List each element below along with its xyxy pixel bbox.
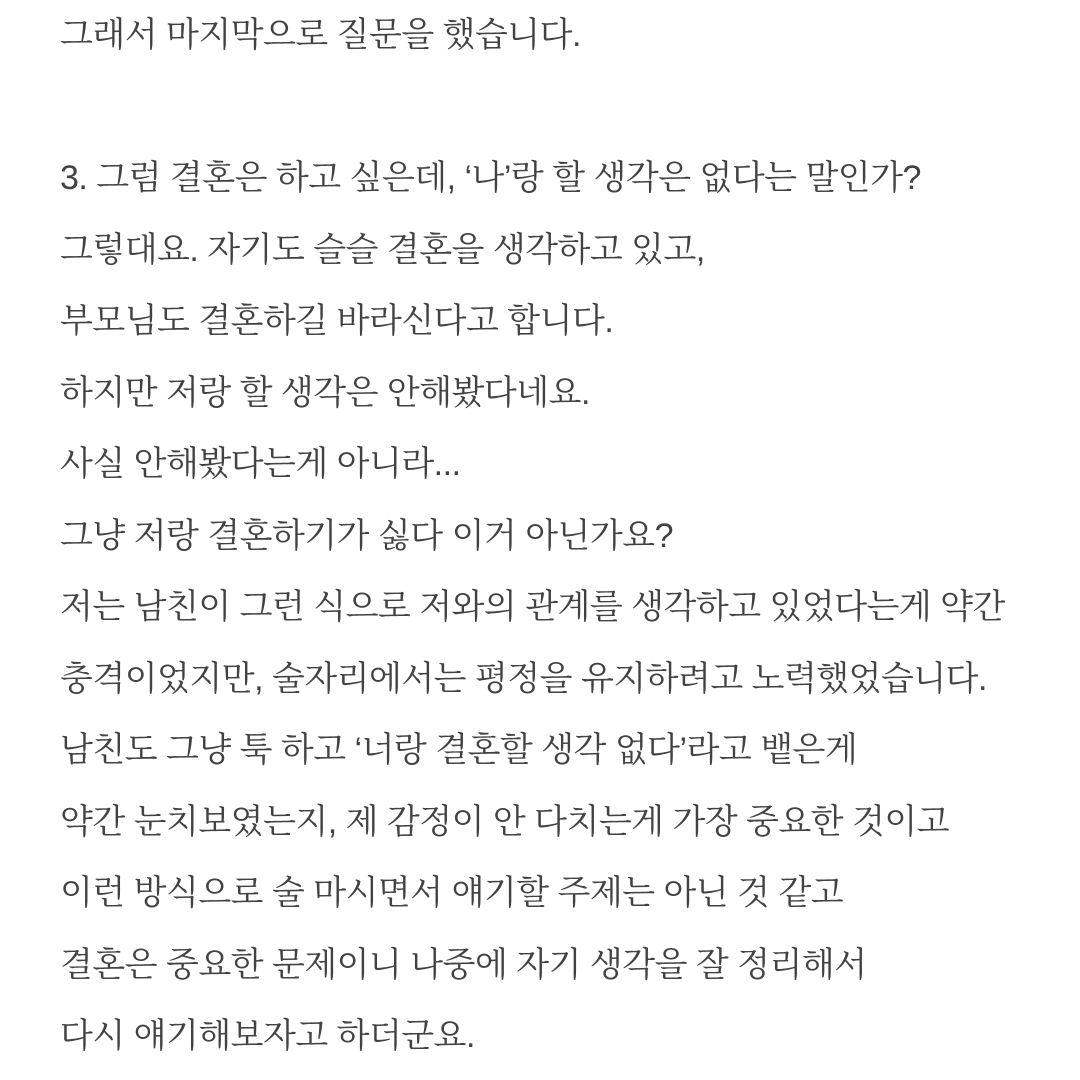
- text-line: 그렇대요. 자기도 슬슬 결혼을 생각하고 있고,: [60, 230, 705, 269]
- text-line: 다시 얘기해보자고 하더군요.: [60, 1017, 475, 1055]
- text-line: 이런 방식으로 술 마시면서 얘기할 주제는 아닌 것 같고: [60, 874, 844, 912]
- text-line: 남친도 그냥 툭 하고 ‘너랑 결혼할 생각 없다’라고 뱉은게: [60, 731, 858, 769]
- text-line: 저는 남친이 그런 식으로 저와의 관계를 생각하고 있었다는게 약간: [60, 588, 1005, 626]
- blank-line: [60, 72, 1050, 144]
- text-line: 결혼은 중요한 문제이니 나중에 자기 생각을 잘 정리해서: [60, 945, 867, 984]
- text-line: 충격이었지만, 술자리에서는 평정을 유지하려고 노력했었습니다.: [60, 659, 987, 698]
- text-line: 그냥 저랑 결혼하기가 싫다 이거 아닌가요?: [60, 516, 673, 555]
- text-line: 그래서 마지막으로 질문을 했습니다.: [60, 16, 581, 54]
- text-line: 약간 눈치보였는지, 제 감정이 안 다치는게 가장 중요한 것이고: [60, 802, 950, 841]
- text-lines: [60, 0, 1050, 1073]
- text-line: 부모님도 결혼하길 바라신다고 합니다.: [60, 302, 614, 340]
- text-line: 3. 그럼 결혼은 하고 싶은데, ‘나’랑 할 생각은 없다는 말인가?: [60, 159, 921, 197]
- text-line: 사실 안해봤다는게 아니라...: [60, 445, 461, 483]
- text-line: 하지만 저랑 할 생각은 안해봤다네요.: [60, 373, 590, 412]
